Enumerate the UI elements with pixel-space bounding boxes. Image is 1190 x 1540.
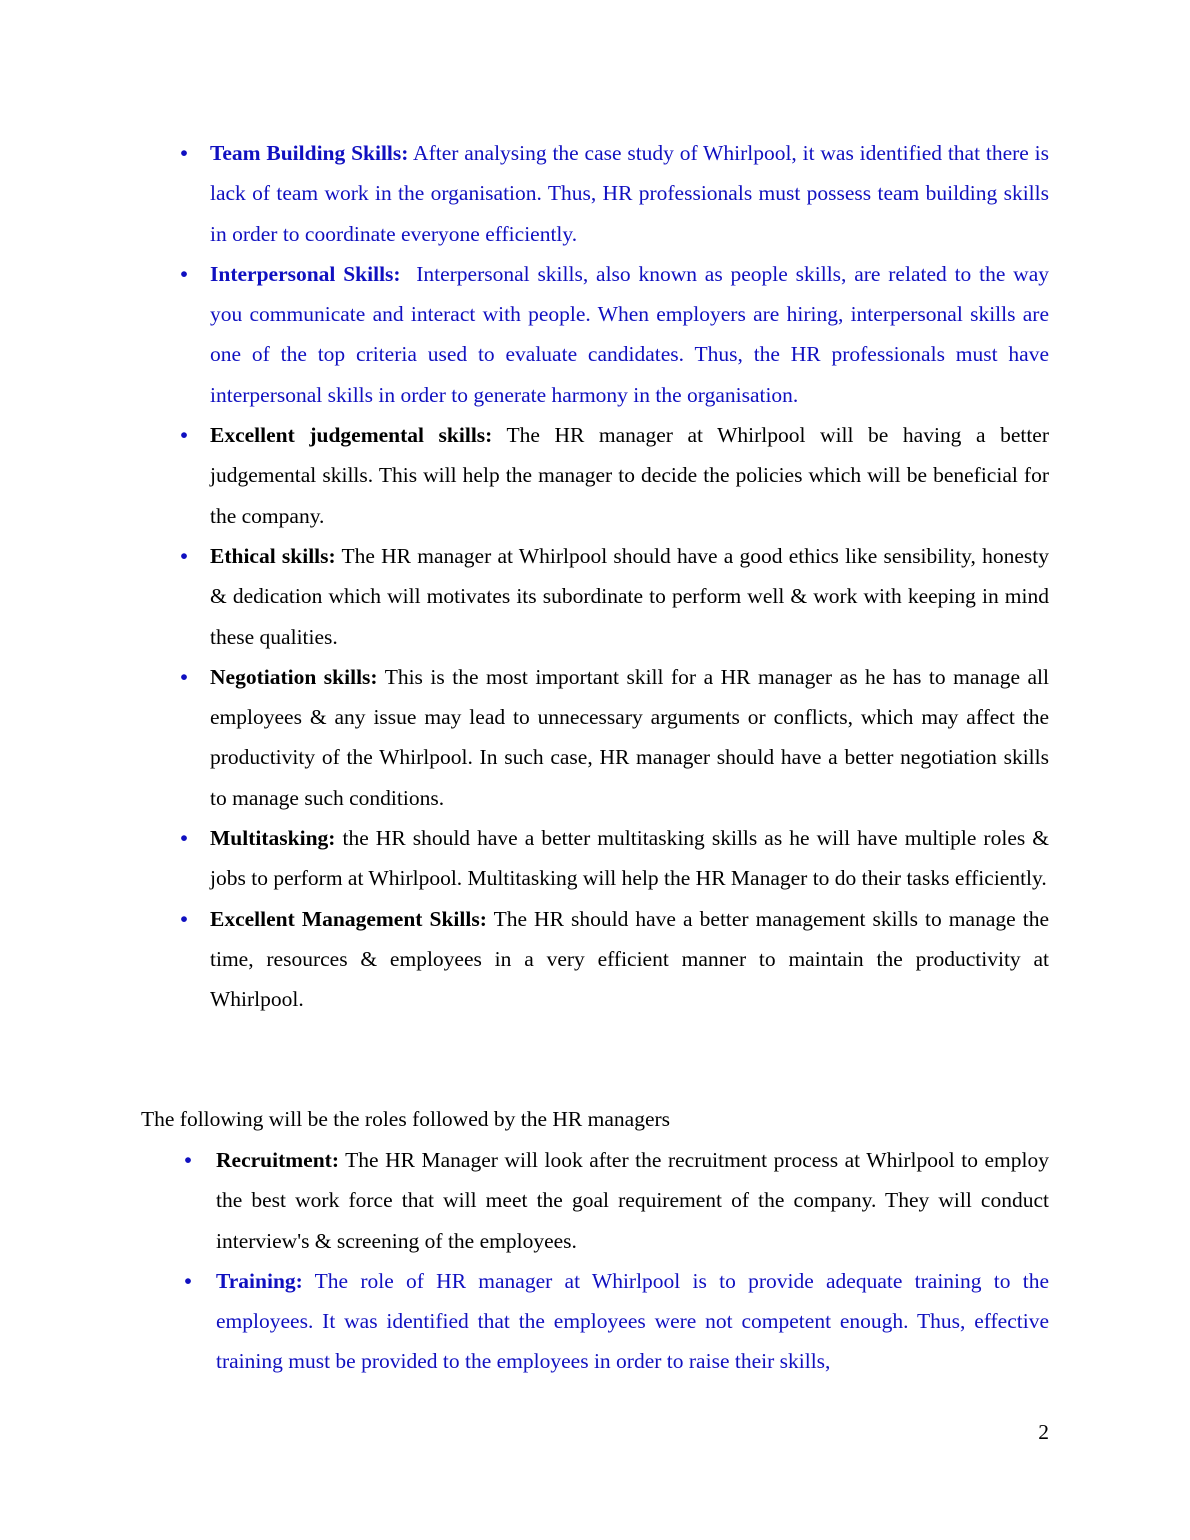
item-term: Negotiation skills: <box>210 664 378 689</box>
list-item-training <box>184 1261 1049 1382</box>
list-item-multitasking <box>180 818 1049 899</box>
list-item-judgemental <box>180 415 1050 536</box>
skills-list <box>180 133 1055 1020</box>
bullet-icon: • <box>180 141 188 165</box>
bullet-icon: • <box>180 543 188 568</box>
item-text: This is the most important skill for a HR manager as he has to manage all employees & any issue may lead to unnecessary arguments or conflicts, which may affect the productivity of the Whirlpool. In such case, HR manager should have a better negotiation skills to manage such conditions. <box>210 664 1049 810</box>
bullet-icon: • <box>180 826 188 851</box>
bullet-icon: • <box>180 906 188 931</box>
page-number: 2 <box>1038 1420 1049 1444</box>
item-text: The HR manager at Whirlpool should have a good ethics like sensibility, honesty & dedication which will motivates its subordinate to perform well & work with keeping in mind these qualities. <box>210 543 1050 649</box>
item-term: Interpersonal Skills: <box>210 261 401 286</box>
bullet-icon: • <box>184 1148 192 1172</box>
item-text: The role of HR manager at Whirlpool is to provide adequate training to the employees. It was identified that the employees were not competent enough. Thus, effective training must be provided to the employees in order to raise their skills, <box>216 1268 1049 1374</box>
list-item-ethical <box>180 536 1050 657</box>
item-text: the HR should have a better multitasking skills as he will have multiple roles & jobs to perform at Whirlpool. Multitasking will help the HR Manager to do their tasks efficiently. <box>210 826 1049 891</box>
bullet-icon: • <box>184 1268 192 1293</box>
list-item-management <box>180 899 1049 1020</box>
item-term: Recruitment: <box>216 1148 339 1172</box>
list-item-recruitment <box>184 1140 1049 1261</box>
item-term: Excellent Management Skills: <box>210 906 487 931</box>
item-text: The HR manager at Whirlpool will be having a better judgemental skills. This will help the manager to decide the policies which will be beneficial for the company. <box>210 423 1050 528</box>
item-term: Training: <box>216 1268 303 1293</box>
item-term: Ethical skills: <box>210 543 336 568</box>
item-text: Interpersonal skills, also known as people skills, are related to the way you communicate and interact with people. When employers are hiring, interpersonal skills are one of the top criteria used to evaluate candidates. Thus, the HR professionals must have interpersonal skills in order to generate harmony in the organisation. <box>210 261 1055 407</box>
item-text: The HR should have a better management skills to manage the time, resources & employees in a very efficient manner to maintain the productivity at Whirlpool. <box>210 906 1049 1012</box>
item-text: The HR Manager will look after the recruitment process at Whirlpool to employ the best work force that will meet the goal requirement of the company. They will conduct interview's & screening of the employees. <box>216 1148 1049 1253</box>
list-item-negotiation <box>180 657 1049 818</box>
bullet-icon: • <box>180 664 188 689</box>
item-text: After analysing the case study of Whirlpool, it was identified that there is lack of team work in the organisation. Thus, HR professionals must possess team building skills in order to coordinate everyone efficiently. <box>210 141 1049 246</box>
bullet-icon: • <box>180 261 188 286</box>
bullet-icon: • <box>180 423 188 448</box>
roles-list <box>184 1140 1049 1382</box>
item-term: Team Building Skills: <box>210 141 409 165</box>
list-item-team-building <box>180 133 1049 254</box>
list-item-interpersonal <box>180 254 1055 415</box>
item-term: Multitasking: <box>210 826 336 851</box>
roles-intro: The following will be the roles followed by the HR managers <box>141 1107 671 1131</box>
item-term: Excellent judgemental skills: <box>210 423 493 448</box>
